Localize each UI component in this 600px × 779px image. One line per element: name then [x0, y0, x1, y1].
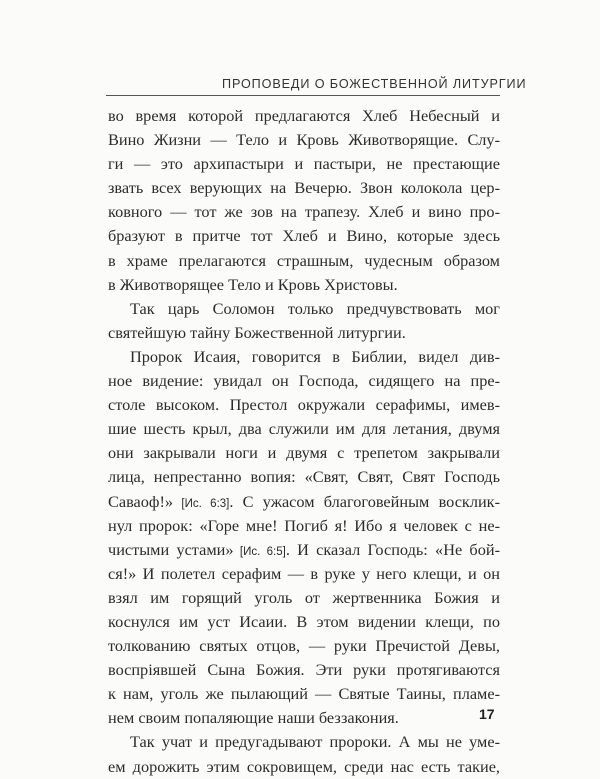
text-line — [108, 706, 500, 730]
text-segment: нем своим попаляющие наши беззакония. — [108, 708, 399, 728]
text-line — [108, 224, 500, 248]
text-segment: . И сказал Господь: «Не бой- — [285, 539, 500, 559]
text-line — [108, 104, 500, 128]
text-line — [108, 538, 500, 562]
text-segment: толкованию святых отцов, — руки Пречистой Девы, — [108, 636, 500, 656]
text-line — [108, 634, 500, 658]
text-segment: они закрывали ноги и двумя с трепетом закрывали — [108, 443, 500, 463]
text-line — [108, 369, 500, 393]
text-segment: святейшую тайну Божественной литургии. — [108, 322, 406, 342]
text-segment: столе высоком. Престол окружали серафимы, имев- — [108, 395, 500, 415]
text-line — [108, 249, 500, 273]
text-line — [108, 297, 500, 321]
text-line — [108, 465, 500, 489]
text-line — [108, 393, 500, 417]
text-line — [108, 345, 500, 369]
text-segment: . С ужасом благоговейным восклик- — [229, 491, 500, 511]
text-line — [108, 730, 500, 754]
text-line — [108, 417, 500, 441]
text-line — [108, 610, 500, 634]
text-segment: звать всех верующих на Вечерю. Звон колокола цер- — [108, 178, 500, 198]
text-segment: во время которой предлагаются Хлеб Небесный и — [108, 106, 500, 125]
text-segment: ковного — тот же зов на трапезу. Хлеб и вино про- — [108, 202, 500, 222]
text-line — [108, 200, 500, 224]
text-line — [108, 755, 500, 779]
text-segment: в Животворящее Тело и Кровь Христовы. — [108, 274, 398, 294]
text-segment: взял им горящий уголь от жертвенника Божия и — [108, 587, 500, 607]
page-number: 17 — [479, 706, 495, 722]
scripture-reference: [Ис. 6:3] — [173, 497, 230, 510]
text-segment: нул пророк: «Горе мне! Погиб я! Ибо я человек с не- — [108, 515, 500, 535]
text-segment: бразуют в притче тот Хлеб и Вино, которые здесь — [108, 226, 500, 246]
text-line — [108, 586, 500, 610]
text-segment: ем дорожить этим сокровищем, среди нас есть такие, — [108, 756, 500, 776]
text-segment: Вино Жизни — Тело и Кровь Животворящие. Слу- — [108, 130, 500, 150]
text-segment: чистыми устами» — [108, 539, 234, 559]
text-line — [108, 682, 500, 706]
text-segment: коснулся им уст Исаии. В этом видении клещи, по — [108, 611, 500, 631]
text-line — [108, 514, 500, 538]
text-line — [108, 490, 500, 514]
scripture-reference: [Ис. 6:5] — [233, 545, 286, 558]
text-line — [108, 152, 500, 176]
text-segment: воспріявшей Сына Божия. Эти руки протягиваются — [108, 660, 500, 680]
text-segment: ное видение: увидал он Господа, сидящего на пре- — [108, 371, 500, 391]
running-head: ПРОПОВЕДИ О БОЖЕСТВЕННОЙ ЛИТУРГИИ — [222, 77, 527, 91]
text-segment: Так царь Соломон только предчувствовать мог — [130, 298, 500, 318]
text-segment: шие шесть крыл, два служили им для летания, двумя — [108, 419, 500, 439]
text-line — [108, 441, 500, 465]
text-line — [108, 176, 500, 200]
text-line — [108, 128, 500, 152]
text-segment: в храме прелагаются страшным, чудесным образом — [108, 250, 500, 270]
text-segment: Пророк Исаия, говорится в Библии, видел див- — [130, 346, 500, 366]
text-line — [108, 562, 500, 586]
body-text — [108, 104, 500, 779]
text-segment: Саваоф!» — [108, 491, 174, 511]
text-segment: ся!» И полетел серафим — в руке у него клещи, и он — [108, 563, 500, 583]
text-segment: к нам, уголь же пылающий — Святые Таины, пламе- — [108, 684, 500, 704]
text-segment: Так учат и предугадывают пророки. А мы не уме- — [130, 732, 500, 752]
text-line — [108, 273, 500, 297]
text-line — [108, 658, 500, 682]
text-segment: ги — это архипастыри и пастыри, не престающие — [108, 154, 500, 174]
text-segment: лица, непрестанно вопия: «Свят, Свят, Свят Господь — [108, 467, 500, 487]
header-rule — [106, 95, 500, 96]
text-line — [108, 321, 500, 345]
